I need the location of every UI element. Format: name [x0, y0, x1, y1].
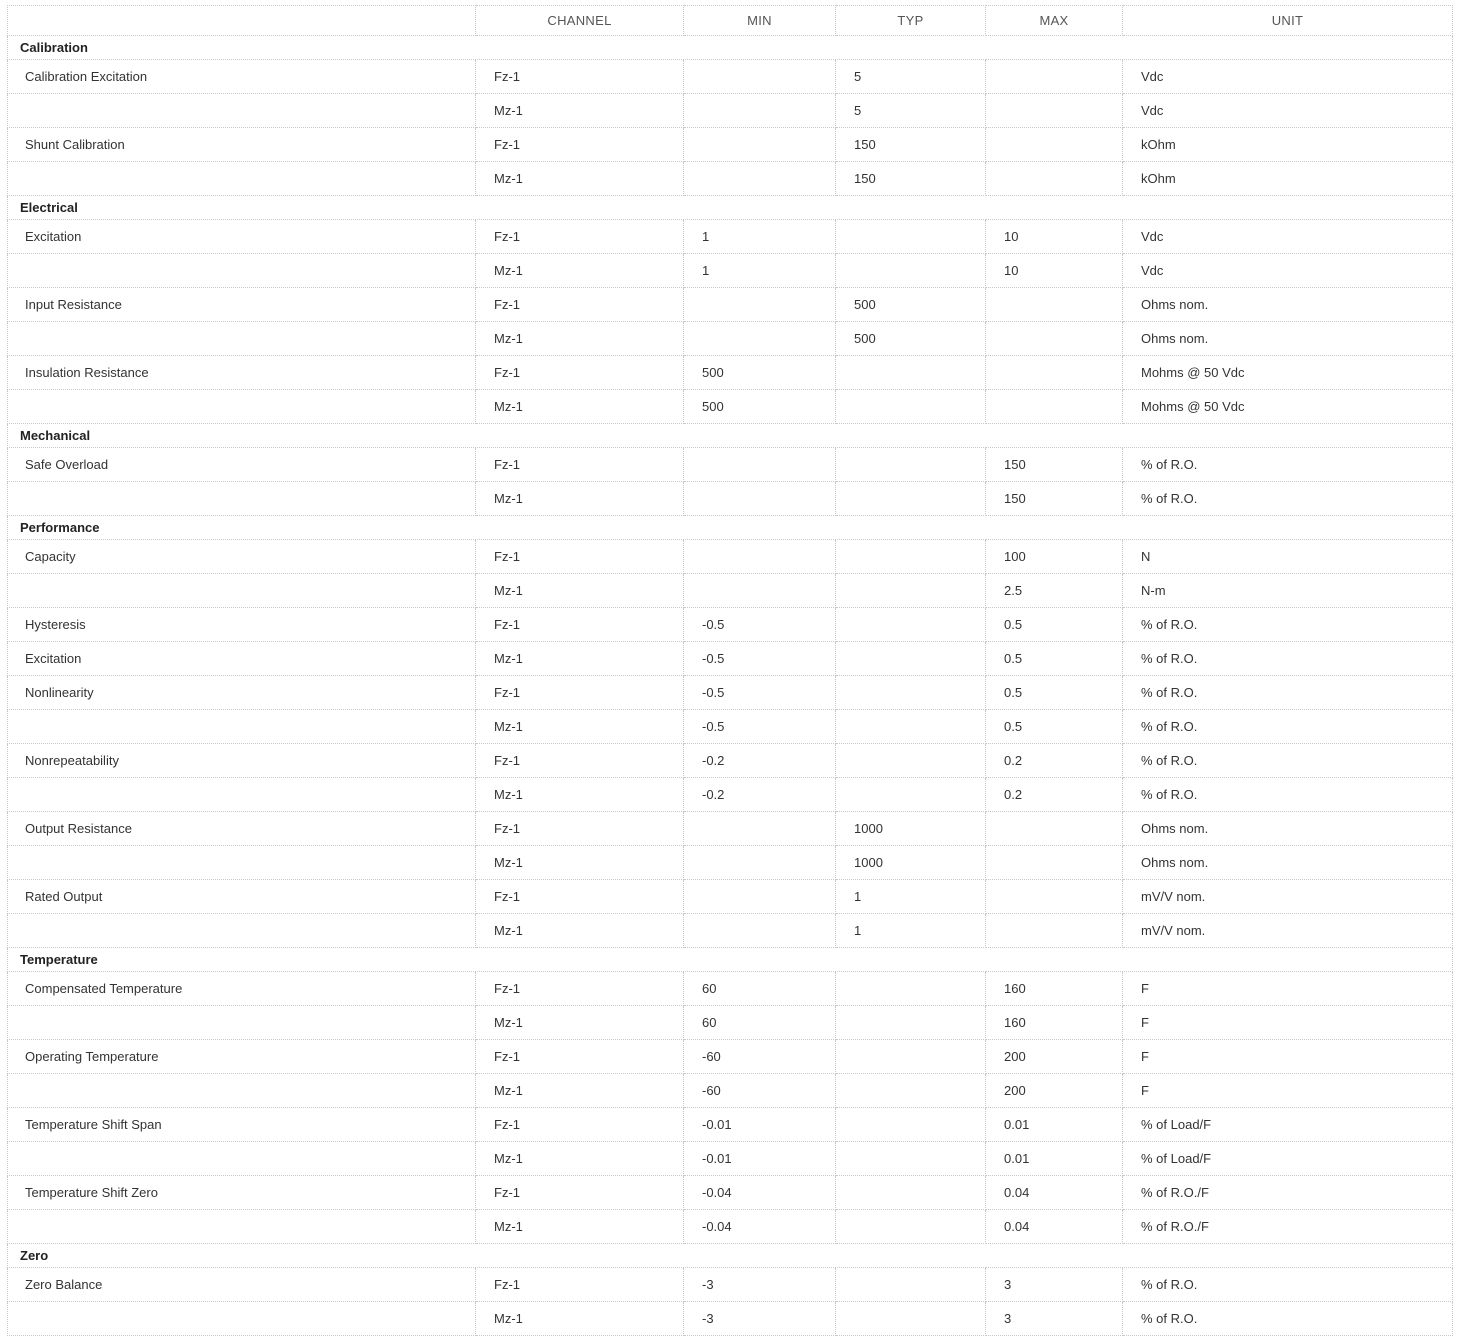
section-title: Mechanical	[8, 424, 1453, 448]
cell-min: 60	[684, 972, 836, 1006]
cell-channel: Fz-1	[476, 972, 684, 1006]
cell-channel: Mz-1	[476, 914, 684, 948]
cell-channel: Fz-1	[476, 1040, 684, 1074]
section-title: Temperature	[8, 948, 1453, 972]
cell-channel: Mz-1	[476, 322, 684, 356]
table-row	[8, 356, 1453, 390]
section-title: Electrical	[8, 196, 1453, 220]
section-header-row	[8, 948, 1453, 972]
cell-max: 160	[986, 972, 1123, 1006]
cell-min: 1	[684, 220, 836, 254]
cell-unit: Vdc	[1123, 94, 1453, 128]
cell-min: -0.5	[684, 710, 836, 744]
cell-channel: Fz-1	[476, 880, 684, 914]
cell-max	[986, 288, 1123, 322]
cell-unit: kOhm	[1123, 128, 1453, 162]
cell-typ	[836, 676, 986, 710]
table-row	[8, 162, 1453, 196]
cell-channel: Fz-1	[476, 1176, 684, 1210]
cell-min: 500	[684, 390, 836, 424]
cell-channel: Fz-1	[476, 608, 684, 642]
cell-max	[986, 60, 1123, 94]
cell-channel: Mz-1	[476, 390, 684, 424]
table-row	[8, 448, 1453, 482]
cell-max	[986, 94, 1123, 128]
cell-unit: % of R.O.	[1123, 778, 1453, 812]
table-row	[8, 1108, 1453, 1142]
table-row	[8, 1302, 1453, 1336]
cell-unit: Mohms @ 50 Vdc	[1123, 390, 1453, 424]
cell-channel: Fz-1	[476, 540, 684, 574]
header-cell-unit: UNIT	[1123, 6, 1453, 36]
table-row	[8, 288, 1453, 322]
header-cell-min: MIN	[684, 6, 836, 36]
cell-parameter	[8, 94, 476, 128]
cell-parameter: Output Resistance	[8, 812, 476, 846]
cell-unit: N	[1123, 540, 1453, 574]
table-row	[8, 608, 1453, 642]
table-row	[8, 540, 1453, 574]
cell-unit: Vdc	[1123, 220, 1453, 254]
cell-unit: % of R.O.	[1123, 642, 1453, 676]
cell-typ: 1	[836, 880, 986, 914]
cell-min	[684, 540, 836, 574]
cell-channel: Mz-1	[476, 574, 684, 608]
cell-parameter	[8, 162, 476, 196]
cell-typ	[836, 448, 986, 482]
cell-typ: 150	[836, 162, 986, 196]
table-row	[8, 846, 1453, 880]
table-row	[8, 1210, 1453, 1244]
table-row	[8, 1006, 1453, 1040]
cell-min	[684, 60, 836, 94]
cell-typ	[836, 1302, 986, 1336]
cell-typ	[836, 574, 986, 608]
cell-unit: Vdc	[1123, 60, 1453, 94]
cell-min: -0.5	[684, 642, 836, 676]
table-row	[8, 1268, 1453, 1302]
table-row	[8, 972, 1453, 1006]
cell-typ: 500	[836, 322, 986, 356]
cell-min	[684, 448, 836, 482]
cell-channel: Fz-1	[476, 1268, 684, 1302]
table-row	[8, 390, 1453, 424]
section-title: Zero	[8, 1244, 1453, 1268]
cell-max: 0.5	[986, 642, 1123, 676]
cell-max	[986, 162, 1123, 196]
table-row	[8, 744, 1453, 778]
cell-unit: Ohms nom.	[1123, 322, 1453, 356]
cell-typ	[836, 390, 986, 424]
cell-unit: mV/V nom.	[1123, 914, 1453, 948]
cell-unit: mV/V nom.	[1123, 880, 1453, 914]
cell-parameter	[8, 1074, 476, 1108]
cell-min: -3	[684, 1268, 836, 1302]
cell-unit: Mohms @ 50 Vdc	[1123, 356, 1453, 390]
table-row	[8, 1040, 1453, 1074]
cell-min	[684, 94, 836, 128]
cell-unit: % of R.O.	[1123, 710, 1453, 744]
cell-typ	[836, 356, 986, 390]
cell-min	[684, 322, 836, 356]
cell-min: -0.5	[684, 676, 836, 710]
cell-parameter: Hysteresis	[8, 608, 476, 642]
cell-parameter: Capacity	[8, 540, 476, 574]
cell-parameter: Nonrepeatability	[8, 744, 476, 778]
cell-parameter: Input Resistance	[8, 288, 476, 322]
cell-channel: Mz-1	[476, 710, 684, 744]
cell-channel: Fz-1	[476, 220, 684, 254]
cell-min	[684, 812, 836, 846]
cell-parameter: Safe Overload	[8, 448, 476, 482]
cell-unit: % of R.O./F	[1123, 1176, 1453, 1210]
cell-min	[684, 880, 836, 914]
cell-min: -0.01	[684, 1108, 836, 1142]
cell-parameter	[8, 1142, 476, 1176]
cell-parameter: Insulation Resistance	[8, 356, 476, 390]
cell-max: 10	[986, 254, 1123, 288]
cell-max: 100	[986, 540, 1123, 574]
cell-max	[986, 390, 1123, 424]
cell-max: 0.5	[986, 676, 1123, 710]
table-row	[8, 60, 1453, 94]
cell-unit: kOhm	[1123, 162, 1453, 196]
header-cell-parameter	[8, 6, 476, 36]
cell-max: 0.04	[986, 1176, 1123, 1210]
table-row	[8, 254, 1453, 288]
cell-typ	[836, 744, 986, 778]
cell-max: 0.2	[986, 778, 1123, 812]
cell-channel: Fz-1	[476, 288, 684, 322]
cell-channel: Fz-1	[476, 448, 684, 482]
cell-typ	[836, 540, 986, 574]
table-row	[8, 482, 1453, 516]
section-title: Calibration	[8, 36, 1453, 60]
cell-unit: % of R.O.	[1123, 744, 1453, 778]
cell-typ	[836, 220, 986, 254]
cell-min: -0.01	[684, 1142, 836, 1176]
cell-max: 200	[986, 1040, 1123, 1074]
cell-parameter	[8, 254, 476, 288]
table-row	[8, 880, 1453, 914]
cell-typ: 150	[836, 128, 986, 162]
cell-min	[684, 128, 836, 162]
cell-unit: % of Load/F	[1123, 1142, 1453, 1176]
table-header	[8, 6, 1453, 36]
cell-min	[684, 162, 836, 196]
cell-typ	[836, 1006, 986, 1040]
cell-typ	[836, 710, 986, 744]
cell-min: -0.5	[684, 608, 836, 642]
cell-unit: % of R.O.	[1123, 448, 1453, 482]
cell-channel: Mz-1	[476, 94, 684, 128]
header-cell-channel: CHANNEL	[476, 6, 684, 36]
cell-parameter: Shunt Calibration	[8, 128, 476, 162]
table-row	[8, 128, 1453, 162]
table-row	[8, 676, 1453, 710]
cell-parameter	[8, 1006, 476, 1040]
cell-channel: Mz-1	[476, 254, 684, 288]
cell-parameter: Temperature Shift Span	[8, 1108, 476, 1142]
cell-unit: % of R.O.	[1123, 1302, 1453, 1336]
cell-max: 0.2	[986, 744, 1123, 778]
cell-parameter: Operating Temperature	[8, 1040, 476, 1074]
table-row	[8, 1074, 1453, 1108]
cell-channel: Mz-1	[476, 1210, 684, 1244]
table-row	[8, 812, 1453, 846]
cell-unit: Ohms nom.	[1123, 812, 1453, 846]
cell-max: 0.01	[986, 1142, 1123, 1176]
cell-typ	[836, 972, 986, 1006]
cell-parameter: Zero Balance	[8, 1268, 476, 1302]
cell-parameter	[8, 846, 476, 880]
cell-max	[986, 356, 1123, 390]
cell-channel: Mz-1	[476, 642, 684, 676]
cell-max: 3	[986, 1268, 1123, 1302]
cell-unit: F	[1123, 1074, 1453, 1108]
cell-typ	[836, 1074, 986, 1108]
cell-min: -0.04	[684, 1210, 836, 1244]
table-row	[8, 914, 1453, 948]
cell-min: -60	[684, 1074, 836, 1108]
cell-max: 0.5	[986, 608, 1123, 642]
cell-min	[684, 846, 836, 880]
cell-max: 200	[986, 1074, 1123, 1108]
cell-parameter	[8, 322, 476, 356]
cell-typ: 1000	[836, 812, 986, 846]
cell-typ	[836, 1210, 986, 1244]
cell-parameter	[8, 574, 476, 608]
cell-min: -3	[684, 1302, 836, 1336]
cell-channel: Mz-1	[476, 1006, 684, 1040]
cell-channel: Mz-1	[476, 162, 684, 196]
spec-table	[7, 5, 1453, 1336]
cell-parameter: Rated Output	[8, 880, 476, 914]
cell-parameter: Excitation	[8, 642, 476, 676]
cell-parameter: Excitation	[8, 220, 476, 254]
section-header-row	[8, 424, 1453, 448]
cell-channel: Fz-1	[476, 128, 684, 162]
section-header-row	[8, 36, 1453, 60]
table-row	[8, 642, 1453, 676]
cell-parameter: Nonlinearity	[8, 676, 476, 710]
cell-typ	[836, 1108, 986, 1142]
cell-min: 500	[684, 356, 836, 390]
cell-min: -0.2	[684, 778, 836, 812]
cell-typ	[836, 778, 986, 812]
cell-min: -60	[684, 1040, 836, 1074]
cell-unit: F	[1123, 972, 1453, 1006]
cell-channel: Fz-1	[476, 356, 684, 390]
cell-parameter: Compensated Temperature	[8, 972, 476, 1006]
cell-max	[986, 812, 1123, 846]
cell-unit: Ohms nom.	[1123, 288, 1453, 322]
cell-unit: % of R.O.	[1123, 1268, 1453, 1302]
cell-typ	[836, 608, 986, 642]
cell-max	[986, 128, 1123, 162]
header-row	[8, 6, 1453, 36]
cell-max	[986, 880, 1123, 914]
cell-min	[684, 574, 836, 608]
cell-typ	[836, 642, 986, 676]
section-title: Performance	[8, 516, 1453, 540]
cell-max: 2.5	[986, 574, 1123, 608]
cell-max	[986, 914, 1123, 948]
cell-parameter	[8, 1302, 476, 1336]
cell-max: 0.5	[986, 710, 1123, 744]
cell-parameter: Calibration Excitation	[8, 60, 476, 94]
cell-unit: % of Load/F	[1123, 1108, 1453, 1142]
cell-parameter	[8, 710, 476, 744]
table-row	[8, 1176, 1453, 1210]
cell-min	[684, 482, 836, 516]
cell-typ: 1000	[836, 846, 986, 880]
cell-typ	[836, 482, 986, 516]
cell-min: 60	[684, 1006, 836, 1040]
cell-min	[684, 288, 836, 322]
cell-max: 160	[986, 1006, 1123, 1040]
cell-channel: Fz-1	[476, 1108, 684, 1142]
cell-max: 3	[986, 1302, 1123, 1336]
cell-parameter: Temperature Shift Zero	[8, 1176, 476, 1210]
cell-typ: 500	[836, 288, 986, 322]
cell-max: 150	[986, 482, 1123, 516]
section-header-row	[8, 196, 1453, 220]
cell-max: 0.01	[986, 1108, 1123, 1142]
cell-channel: Mz-1	[476, 846, 684, 880]
table-row	[8, 1142, 1453, 1176]
cell-parameter	[8, 482, 476, 516]
table-row	[8, 220, 1453, 254]
cell-channel: Mz-1	[476, 482, 684, 516]
cell-max: 10	[986, 220, 1123, 254]
cell-parameter	[8, 914, 476, 948]
table-row	[8, 574, 1453, 608]
table-row	[8, 710, 1453, 744]
cell-typ: 1	[836, 914, 986, 948]
cell-min	[684, 914, 836, 948]
cell-channel: Mz-1	[476, 1074, 684, 1108]
cell-unit: % of R.O.	[1123, 676, 1453, 710]
header-cell-typ: TYP	[836, 6, 986, 36]
section-header-row	[8, 516, 1453, 540]
cell-max	[986, 846, 1123, 880]
cell-unit: Vdc	[1123, 254, 1453, 288]
cell-channel: Mz-1	[476, 1142, 684, 1176]
cell-max: 150	[986, 448, 1123, 482]
section-header-row	[8, 1244, 1453, 1268]
cell-channel: Fz-1	[476, 812, 684, 846]
cell-typ: 5	[836, 60, 986, 94]
header-cell-max: MAX	[986, 6, 1123, 36]
cell-unit: F	[1123, 1006, 1453, 1040]
table-row	[8, 94, 1453, 128]
cell-unit: % of R.O.	[1123, 608, 1453, 642]
cell-typ	[836, 1176, 986, 1210]
cell-unit: N-m	[1123, 574, 1453, 608]
cell-unit: F	[1123, 1040, 1453, 1074]
cell-typ	[836, 1040, 986, 1074]
cell-typ	[836, 1142, 986, 1176]
table-row	[8, 322, 1453, 356]
cell-typ	[836, 254, 986, 288]
cell-channel: Fz-1	[476, 676, 684, 710]
cell-channel: Fz-1	[476, 60, 684, 94]
cell-parameter	[8, 1210, 476, 1244]
cell-channel: Mz-1	[476, 778, 684, 812]
cell-min: -0.2	[684, 744, 836, 778]
cell-max	[986, 322, 1123, 356]
cell-channel: Mz-1	[476, 1302, 684, 1336]
table-body	[8, 36, 1453, 1336]
cell-max: 0.04	[986, 1210, 1123, 1244]
cell-unit: Ohms nom.	[1123, 846, 1453, 880]
cell-min: -0.04	[684, 1176, 836, 1210]
cell-unit: % of R.O./F	[1123, 1210, 1453, 1244]
cell-parameter	[8, 390, 476, 424]
cell-typ: 5	[836, 94, 986, 128]
cell-unit: % of R.O.	[1123, 482, 1453, 516]
cell-parameter	[8, 778, 476, 812]
cell-typ	[836, 1268, 986, 1302]
cell-channel: Fz-1	[476, 744, 684, 778]
cell-min: 1	[684, 254, 836, 288]
table-row	[8, 778, 1453, 812]
